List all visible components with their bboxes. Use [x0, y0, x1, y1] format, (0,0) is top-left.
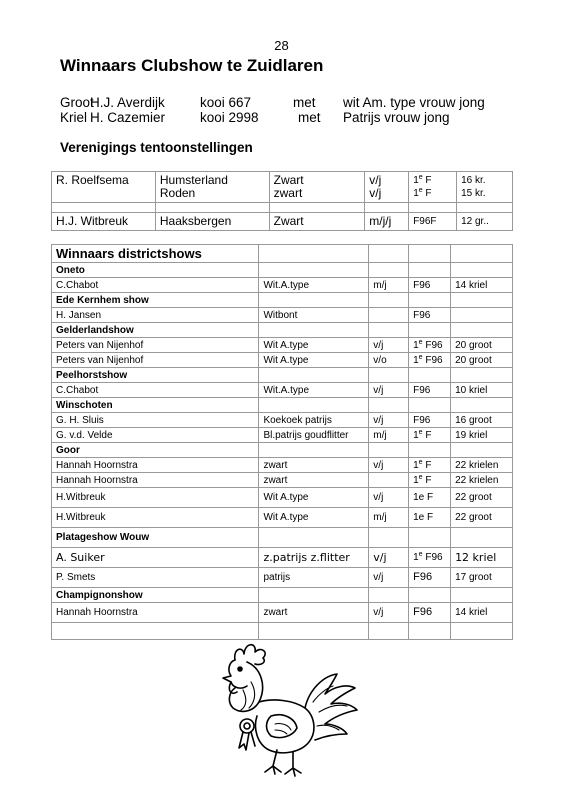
rooster-icon: [213, 632, 363, 782]
group-row-platage: [52, 528, 513, 548]
group-row-winschoten: [52, 398, 513, 413]
animal-type: Wit A.type: [259, 508, 369, 528]
group-title: Champignonshow: [52, 588, 259, 603]
show-place: Haaksbergen: [155, 213, 269, 231]
winner-cage: kooi 667: [200, 95, 252, 110]
grade: 1e F: [409, 488, 451, 508]
animal-type: Wit.A.type: [259, 278, 369, 293]
club-shows-table: [51, 171, 513, 231]
animal-type: Witbont: [259, 308, 369, 323]
animal-sex: m/j/j: [365, 213, 409, 231]
animal-type: Wit.A.type: [259, 383, 369, 398]
winner-with: met: [293, 95, 316, 110]
animal-type: Wit A.type: [259, 338, 369, 353]
winner-name: H.J. Averdijk: [90, 95, 165, 110]
winner-size: Groot: [60, 95, 94, 110]
grade: F96: [409, 568, 451, 588]
group-title: Gelderlandshow: [52, 323, 259, 338]
table-row: [52, 488, 513, 508]
club-section-title: Verenigings tentoonstellingen: [60, 140, 253, 155]
group-title: Winschoten: [52, 398, 259, 413]
winner-animal: Patrijs vrouw jong: [343, 110, 450, 125]
prize: 22 groot: [451, 488, 513, 508]
animal-color: Zwart: [273, 173, 304, 187]
animal-sex: v/j: [369, 413, 409, 428]
prize: 16 groot: [451, 413, 513, 428]
table-row: [52, 383, 513, 398]
prize: 10 kriel: [451, 383, 513, 398]
animal-type: z.patrijs z.flitter: [259, 548, 369, 568]
grade: 1e F: [409, 473, 451, 488]
exhibitor-name: H. Jansen: [52, 308, 259, 323]
animal-sex: v/j: [369, 458, 409, 473]
prize: 20 groot: [451, 353, 513, 368]
grade: 1e F96: [409, 548, 451, 568]
table-row: [52, 428, 513, 443]
group-title: Peelhorstshow: [52, 368, 259, 383]
animal-type: zwart: [259, 458, 369, 473]
grade: 1e F96: [409, 338, 451, 353]
table-row: [52, 603, 513, 623]
exhibitor-name: A. Suiker: [52, 548, 259, 568]
prize: 14 kriel: [451, 603, 513, 623]
show-place: Humsterland: [159, 173, 228, 187]
animal-sex: v/o: [369, 353, 409, 368]
group-title: Goor: [52, 443, 259, 458]
prize: 15 kr.: [461, 188, 486, 199]
show-place: Roden: [159, 186, 196, 200]
grade: 1e F: [409, 428, 451, 443]
exhibitor-name: G. v.d. Velde: [52, 428, 259, 443]
animal-sex: v/j: [369, 568, 409, 588]
animal-sex: v/j: [369, 338, 409, 353]
exhibitor-name: R. Roelfsema: [52, 172, 156, 203]
table-row: [52, 278, 513, 293]
winner-name: H. Cazemier: [90, 110, 166, 125]
animal-type: Wit A.type: [259, 488, 369, 508]
table-header-row: [52, 245, 513, 263]
prize: [451, 308, 513, 323]
animal-type: Bl.patrijs goudflitter: [259, 428, 369, 443]
grade: 1e F: [409, 508, 451, 528]
animal-sex: v/j: [369, 186, 382, 200]
animal-sex: [369, 473, 409, 488]
winner-animal: wit Am. type vrouw jong: [343, 95, 485, 110]
animal-sex: v/j: [369, 548, 409, 568]
grade: F96F: [409, 213, 457, 231]
group-title: Platageshow Wouw: [52, 528, 259, 548]
table-row: [52, 413, 513, 428]
table-row: [52, 473, 513, 488]
group-title: Ede Kernhem show: [52, 293, 259, 308]
group-row-oneto: [52, 263, 513, 278]
grade: F96: [409, 308, 451, 323]
district-heading: Winnaars districtshows: [52, 245, 259, 263]
table-row: [52, 338, 513, 353]
grade: F96: [409, 383, 451, 398]
spacer-row: [52, 203, 513, 213]
prize: 20 groot: [451, 338, 513, 353]
table-row: [52, 548, 513, 568]
page-number: 28: [274, 38, 289, 53]
group-row-gelderland: [52, 323, 513, 338]
winner-with: met: [298, 110, 321, 125]
table-row: [52, 172, 513, 203]
animal-sex: m/j: [369, 278, 409, 293]
table-row: [52, 213, 513, 231]
grade: 1e F96: [409, 353, 451, 368]
prize: 12 gr..: [457, 213, 513, 231]
animal-type: zwart: [259, 473, 369, 488]
exhibitor-name: H.Witbreuk: [52, 508, 259, 528]
exhibitor-name: H.Witbreuk: [52, 488, 259, 508]
prize: 19 kriel: [451, 428, 513, 443]
table-row: [52, 508, 513, 528]
grade: 1e F: [409, 458, 451, 473]
animal-sex: v/j: [369, 173, 382, 187]
table-row: [52, 458, 513, 473]
animal-color: zwart: [273, 186, 303, 200]
animal-sex: v/j: [369, 488, 409, 508]
animal-type: Koekoek patrijs: [259, 413, 369, 428]
group-row-peelhorst: [52, 368, 513, 383]
grade: F96: [409, 278, 451, 293]
page-title: Winnaars Clubshow te Zuidlaren: [60, 56, 324, 75]
group-row-ede: [52, 293, 513, 308]
table-row: [52, 568, 513, 588]
exhibitor-name: Hannah Hoornstra: [52, 603, 259, 623]
clubshow-winners: [60, 95, 520, 125]
exhibitor-name: G. H. Sluis: [52, 413, 259, 428]
group-row-goor: [52, 443, 513, 458]
prize: 12 kriel: [451, 548, 513, 568]
prize: 14 kriel: [451, 278, 513, 293]
animal-type: Wit A.type: [259, 353, 369, 368]
animal-color: Zwart: [269, 213, 365, 231]
prize: 22 krielen: [451, 473, 513, 488]
exhibitor-name: C.Chabot: [52, 383, 259, 398]
prize: 22 krielen: [451, 458, 513, 473]
winner-row-kriel: [60, 110, 520, 125]
grade: F96: [409, 413, 451, 428]
grade: F96: [409, 603, 451, 623]
table-row: [52, 353, 513, 368]
winner-size: Kriel: [60, 110, 88, 125]
animal-sex: [369, 308, 409, 323]
group-title: Oneto: [52, 263, 259, 278]
exhibitor-name: C.Chabot: [52, 278, 259, 293]
exhibitor-name: Peters van Nijenhof: [52, 353, 259, 368]
animal-type: zwart: [259, 603, 369, 623]
animal-sex: m/j: [369, 508, 409, 528]
animal-type: patrijs: [259, 568, 369, 588]
exhibitor-name: Hannah Hoornstra: [52, 473, 259, 488]
prize: 22 groot: [451, 508, 513, 528]
exhibitor-name: H.J. Witbreuk: [52, 213, 156, 231]
exhibitor-name: Hannah Hoornstra: [52, 458, 259, 473]
prize: 17 groot: [451, 568, 513, 588]
winner-cage: kooi 2998: [200, 110, 259, 125]
table-row: [52, 308, 513, 323]
exhibitor-name: P. Smets: [52, 568, 259, 588]
district-shows-table: [51, 244, 513, 640]
animal-sex: m/j: [369, 428, 409, 443]
winner-row-groot: [60, 95, 520, 110]
group-row-champignon: [52, 588, 513, 603]
prize: 16 kr.: [461, 175, 486, 186]
grade: 1e F: [413, 174, 432, 186]
animal-sex: v/j: [369, 603, 409, 623]
grade: 1e F: [413, 187, 432, 199]
animal-sex: v/j: [369, 383, 409, 398]
exhibitor-name: Peters van Nijenhof: [52, 338, 259, 353]
